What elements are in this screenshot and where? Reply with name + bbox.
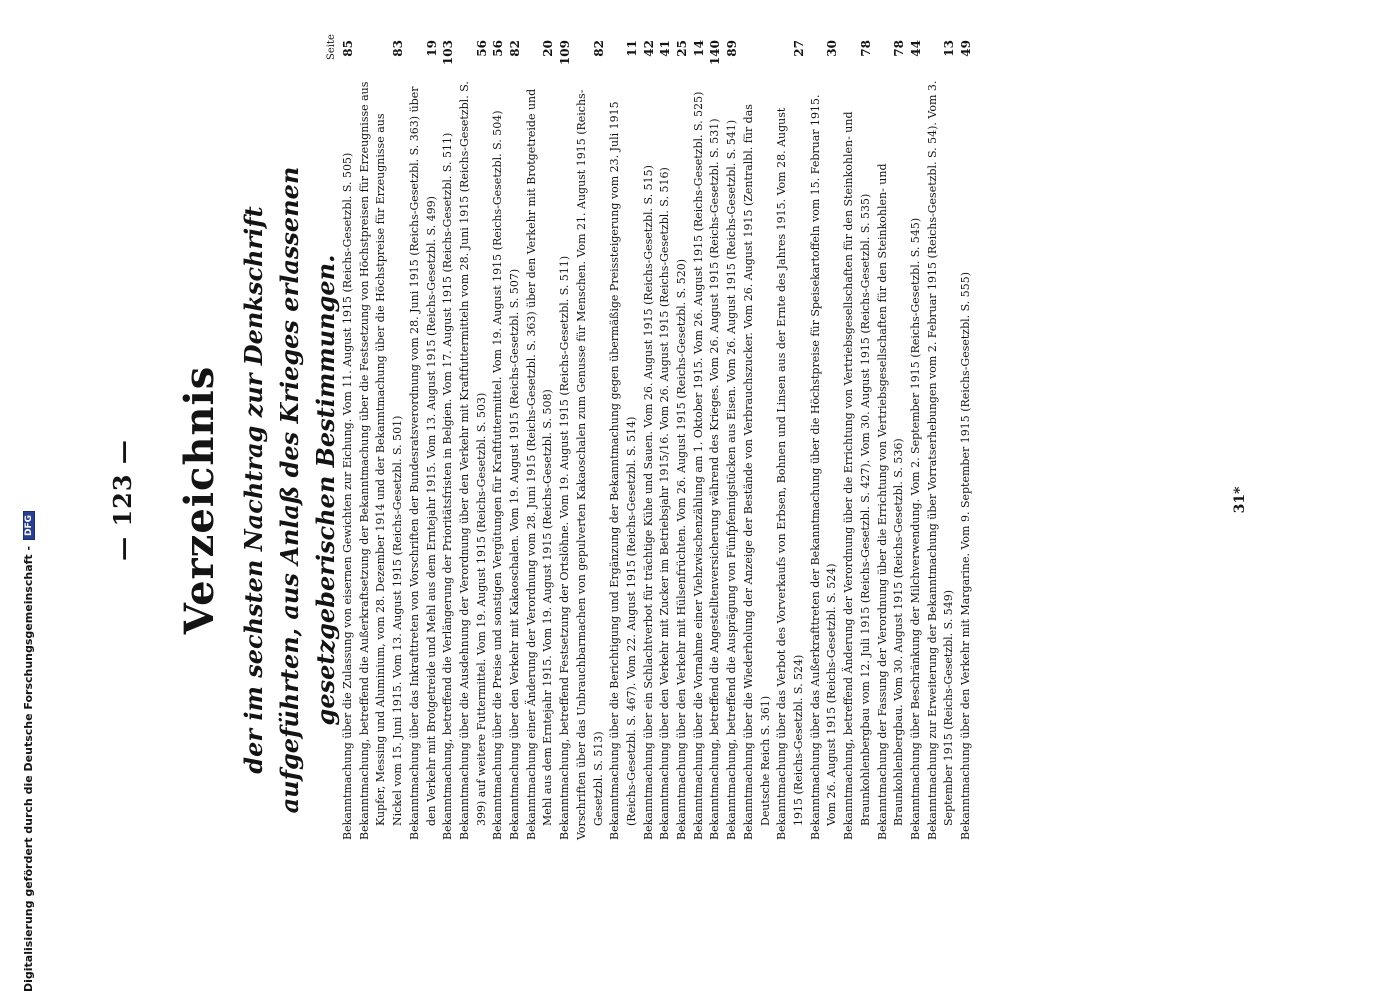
entry-page-number: 19 — [424, 40, 439, 57]
entry-page-number: 42 — [641, 40, 656, 57]
entry-page-number: 82 — [508, 40, 523, 57]
list-item — [808, 40, 841, 840]
entry-text: Bekanntmachung, betreffend die Angestelltenversicherung während des Krieges. Vom 26. August 1915 (Reichs-Gesetzbl. S. 531) — [708, 118, 722, 840]
page-number: — 123 — — [108, 439, 137, 561]
entry-page-number: 82 — [591, 40, 606, 57]
list-item — [674, 40, 691, 840]
list-item — [340, 40, 357, 840]
digitization-footer — [22, 511, 35, 992]
entry-text: Bekanntmachung über Beschränkung der Milchverwendung. Vom 2. September 1915 (Reichs-Gesetzbl. S. 545) — [908, 217, 922, 840]
entry-text: Bekanntmachung über den Verkehr mit Hülsenfrüchten. Vom 26. August 1915 (Reichs-Gesetzbl. S. 520) — [675, 258, 689, 840]
entry-text: Bekanntmachung über das Außerkrafttreten der Bekanntmachung über die Höchstpreise für Speisekartoffeln vom 15. Februar 1915. Vom 26. August 1915 (Reichs-Gesetzbl. S. 524) — [808, 94, 839, 840]
list-item — [641, 40, 658, 840]
entry-page-number: 109 — [558, 40, 573, 66]
entry-text: Bekanntmachung über die Wiederholung der Anzeige der Bestände von Verbrauchszucker. Vom 26. August 1915 (Zentralbl. für das Deutsche Reich S. 361) — [741, 104, 772, 840]
list-item — [490, 40, 507, 840]
entry-text: Bekanntmachung, betreffend die Ausprägung von Fünfpfennigstücken aus Eisen. Vom 26. August 1915 (Reichs-Gesetzbl. S. 541) — [725, 119, 739, 840]
list-item — [457, 40, 490, 840]
entry-page-number: 11 — [624, 40, 639, 57]
list-item — [607, 40, 640, 840]
page-subtitle: der im sechsten Nachtrag zur Denkschrift aufgeführten, aus Anlaß des Krieges erlassenen gesetzgeberischen Bestimmungen. — [239, 166, 340, 814]
entry-page-number: 78 — [858, 40, 873, 57]
entry-list — [340, 40, 975, 840]
dfg-logo: DFG — [23, 511, 35, 540]
entry-page-number: 83 — [391, 40, 406, 57]
entry-page-number: 56 — [474, 40, 489, 57]
entry-text: Bekanntmachung, betreffend Festsetzung der Ortslöhne. Vom 19. August 1915 (Reichs-Gesetzbl. S. 511) — [558, 255, 572, 840]
entry-page-number: 44 — [908, 40, 923, 57]
entry-text: Bekanntmachung über die Ausdehnung der Verordnung über den Verkehr mit Kraftfuttermitteln vom 28. Juni 1915 (Reichs-Gesetzbl. S. 399) auf weitere Futtermittel. Vom 19. August 1915 (Reichs-Gesetzbl. S. 503) — [457, 81, 488, 840]
footer-text: Digitalisierung gefördert durch die Deutsche Forschungsgemeinschaft - — [22, 545, 35, 992]
list-item — [724, 40, 741, 840]
entry-page-number: 41 — [658, 40, 673, 57]
entry-text: Bekanntmachung über die Zulassung von eisernen Gewichten zur Eichung. Vom 11. August 1915 (Reichs-Gesetzbl. S. 505) — [341, 152, 354, 840]
entry-page-number: 103 — [441, 40, 456, 66]
entry-page-number: 85 — [341, 40, 355, 57]
entry-text: Bekanntmachung über die Vornahme einer Viehzwischenzählung am 1. Oktober 1915. Vom 26. August 1915 (Reichs-Gesetzbl. S. 525) — [691, 91, 705, 840]
list-item — [707, 40, 724, 840]
entry-page-number: 49 — [959, 40, 974, 57]
list-item — [774, 40, 807, 840]
entry-text: Bekanntmachung über den Verkehr mit Margarine. Vom 9. September 1915 (Reichs-Gesetzbl. S. 555) — [959, 271, 973, 840]
entry-text: Bekanntmachung zur Erweiterung der Bekanntmachung über Vorratserhebungen vom 2. Februar 1915 (Reichs-Gesetzbl. S. 54). Vom 3. September 1915 (Reichs-Gesetzbl. S. 549) — [925, 80, 956, 840]
entry-text: Bekanntmachung über ein Schlachtverbot für trächtige Kühe und Sauen. Vom 26. August 1915 (Reichs-Gesetzbl. S. 515) — [641, 165, 655, 840]
entry-text: Bekanntmachung über das Verbot des Vorverkaufs von Erbsen, Bohnen und Linsen aus der Ernte des Jahres 1915. Vom 28. August 1915 (Reichs-Gesetzbl. S. 524) — [775, 107, 805, 840]
entry-text: Bekanntmachung, betreffend Änderung der Verordnung über die Errichtung von Vertriebsgesellschaften für den Steinkohlen- und Braunkohlenbergbau vom 12. Juli 1915 (Reichs-Gesetzbl. S. 427). Vom 30. August 1915 (Reichs-Gesetzbl. S. 535) — [842, 111, 872, 840]
list-item — [691, 40, 708, 840]
entry-text: Vorschriften über das Unbrauchbarmachen von gepulverten Kakaoschalen zum Genusse für Menschen. Vom 21. August 1915 (Reichs-Gesetzbl. S. 513) — [574, 89, 605, 840]
entry-text: Bekanntmachung der Fassung der Verordnung über die Errichtung von Vertriebsgesellschaften für den Steinkohlen- und Braunkohlenbergbau. Vom 30. August 1915 (Reichs-Gesetzbl. S. 536) — [875, 163, 906, 840]
signature-mark: 31* — [1232, 486, 1248, 514]
entry-text: Bekanntmachung, betreffend die Außerkraftsetzung der Bekanntmachung über die Festsetzung von Höchstpreisen für Erzeugnisse aus Kupfer, Messing und Aluminium, vom 28. Dezember 1914 und der Bekanntmachung über die Höchstpreise für Erzeugnisse aus Nickel vom 15. Juni 1915. Vom 13. August 1915 (Reichs-Gesetzbl. S. 501) — [357, 81, 405, 840]
entry-text: Bekanntmachung über die Berichtigung und Ergänzung der Bekanntmachung gegen übermäßige Preissteigerung vom 23. Juli 1915 (Reichs-Gesetzbl. S. 467). Vom 22. August 1915 (Reichs-Gesetzbl. S. 514) — [608, 101, 638, 840]
entry-page-number: 27 — [791, 40, 806, 57]
entry-page-number: 20 — [541, 40, 556, 57]
list-item — [357, 40, 407, 840]
list-item — [574, 40, 607, 840]
entry-page-number: 13 — [942, 40, 957, 57]
entry-page-number: 25 — [675, 40, 690, 57]
page-title: Verzeichnis — [176, 365, 223, 635]
list-item — [440, 40, 457, 840]
entry-page-number: 56 — [491, 40, 506, 57]
entry-page-number: 30 — [825, 40, 840, 57]
list-item — [524, 40, 557, 840]
entry-page-number: 14 — [691, 40, 706, 57]
list-item — [875, 40, 908, 840]
entry-page-number: 140 — [708, 40, 723, 66]
list-item — [557, 40, 574, 840]
list-item — [908, 40, 925, 840]
entry-text: Bekanntmachung einer Änderung der Verordnung vom 28. Juni 1915 (Reichs-Gesetzbl. S. 363) über den Verkehr mit Brotgetreide und Mehl aus dem Erntejahr 1915. Vom 19. August 1915 (Reichs-Gesetzbl. S. 508) — [524, 88, 555, 840]
list-item — [507, 40, 524, 840]
entry-page-number: 89 — [725, 40, 740, 57]
entry-text: Bekanntmachung über den Verkehr mit Kakaoschalen. Vom 19. August 1915 (Reichs-Gesetzbl. S. 507) — [508, 268, 522, 840]
entry-page-number: 78 — [892, 40, 907, 57]
entry-text: Bekanntmachung, betreffend die Verlängerung der Prioritätsfristen in Belgien. Vom 17. August 1915 (Reichs-Gesetzbl. S. 511) — [441, 132, 455, 840]
list-item — [407, 40, 440, 840]
entry-text: Bekanntmachung über den Verkehr mit Zucker im Betriebsjahr 1915/16. Vom 26. August 1915 (Reichs-Gesetzbl. S. 516) — [658, 167, 672, 840]
entry-text: Bekanntmachung über die Preise und sonstigen Vergütungen für Kraftfuttermittel. Vom 19. August 1915 (Reichs-Gesetzbl. S. 504) — [491, 110, 505, 840]
entry-text: Bekanntmachung über das Inkrafttreten von Vorschriften der Bundesratsverordnung vom 28. Juni 1915 (Reichs-Gesetzbl. S. 363) über den Verkehr mit Brotgetreide und Mehl aus dem Erntejahr 1915. Vom 13. August 1915 (Reichs-Gesetzbl. S. 499) — [407, 86, 438, 840]
list-item — [657, 40, 674, 840]
list-item — [925, 40, 958, 840]
list-item — [741, 40, 774, 840]
seite-column-label: Seite — [326, 34, 337, 60]
list-item — [958, 40, 975, 840]
list-item — [841, 40, 874, 840]
